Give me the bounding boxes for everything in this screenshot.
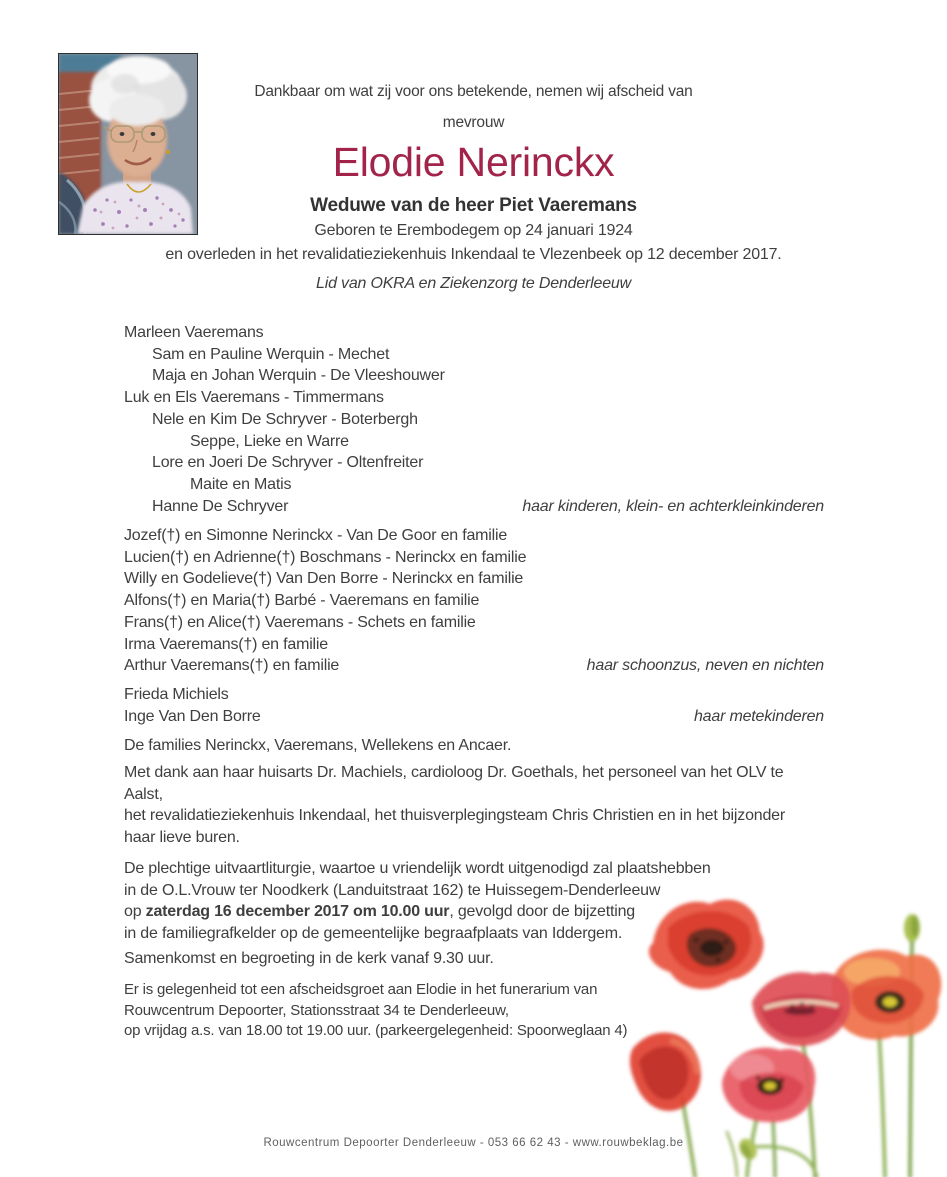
widow-subtitle: Weduwe van de heer Piet Vaeremans bbox=[310, 195, 637, 216]
death-line: en overleden in het revalidatieziekenhuis Inkendaal te Vlezenbeek op 12 december 2017. bbox=[165, 246, 782, 263]
family-line: Sam en Pauline Werquin - Mechet bbox=[152, 345, 390, 363]
thanks-line: Met dank aan haar huisarts Dr. Machiels, cardioloog Dr. Goethals, het personeel van het OLV te Aalst, bbox=[124, 764, 784, 803]
family-line: Nele en Kim De Schryver - Boterbergh bbox=[152, 410, 418, 428]
thanks-line: haar lieve buren. bbox=[124, 829, 240, 847]
family-line-text: Inge Van Den Borre bbox=[124, 707, 261, 725]
liturgy-line: in de O.L.Vrouw ter Noodkerk (Landuitstraat 162) te Huissegem-Denderleeuw bbox=[124, 881, 661, 899]
family-line bbox=[124, 496, 824, 518]
gathering-line: Samenkomst en begroeting in de kerk vanaf 9.30 uur. bbox=[124, 950, 494, 967]
family-line bbox=[124, 655, 824, 677]
relation-label-children: haar kinderen, klein- en achterkleinkinderen bbox=[522, 497, 824, 515]
membership-line: Lid van OKRA en Ziekenzorg te Denderleeuw bbox=[316, 275, 631, 292]
liturgy-line: De plechtige uitvaartliturgie, waartoe u vriendelijk wordt uitgenodigd zal plaatshebben bbox=[124, 860, 711, 877]
salutation: mevrouw bbox=[442, 114, 505, 131]
family-line: Maja en Johan Werquin - De Vleeshouwer bbox=[152, 367, 445, 385]
family-line: Luk en Els Vaeremans - Timmermans bbox=[124, 389, 384, 407]
deceased-name: Elodie Nerinckx bbox=[332, 139, 615, 185]
intro-line: Dankbaar om wat zij voor ons betekende, nemen wij afscheid van bbox=[254, 83, 693, 100]
relation-label-godchildren: haar metekinderen bbox=[693, 707, 824, 725]
date-prefix: op bbox=[124, 903, 146, 921]
family-line: Willy en Godelieve(†) Van Den Borre - Nerinckx en familie bbox=[124, 570, 524, 588]
family-line: Seppe, Lieke en Warre bbox=[190, 432, 349, 450]
visitation-line: op vrijdag a.s. van 18.00 tot 19.00 uur. (parkeergelegenheid: Spoorweglaan 4) bbox=[124, 1022, 628, 1040]
thanks-line: het revalidatieziekenhuis Inkendaal, het thuisverplegingsteam Chris Christien en in het bijzonder bbox=[124, 807, 785, 825]
family-line-text: Hanne De Schryver bbox=[152, 497, 289, 515]
visitation-line: Er is gelegenheid tot een afscheidsgroet aan Elodie in het funerarium van bbox=[124, 981, 598, 998]
visitation-line: Rouwcentrum Depoorter, Stationsstraat 34 te Denderleeuw, bbox=[124, 1001, 509, 1019]
family-line: Irma Vaeremans(†) en familie bbox=[124, 635, 328, 653]
relation-label-inlaws: haar schoonzus, neven en nichten bbox=[586, 657, 824, 675]
families-line: De families Nerinckx, Vaeremans, Wellekens en Ancaer. bbox=[124, 737, 512, 754]
family-line-text: Arthur Vaeremans(†) en familie bbox=[124, 657, 340, 675]
poppies-illustration bbox=[607, 892, 947, 1177]
family-line: Jozef(†) en Simonne Nerinckx - Van De Goor en familie bbox=[124, 527, 508, 544]
family-line: Alfons(†) en Maria(†) Barbé - Vaeremans en familie bbox=[124, 592, 480, 610]
family-line: Lucien(†) en Adrienne(†) Boschmans - Nerinckx en familie bbox=[124, 548, 527, 566]
godchildren-block bbox=[124, 684, 824, 727]
family-line: Maite en Matis bbox=[190, 475, 292, 493]
family-line: Frans(†) en Alice(†) Vaeremans - Schets en familie bbox=[124, 613, 476, 631]
poppies-artwork bbox=[607, 892, 947, 1177]
service-date: zaterdag 16 december 2017 om 10.00 uur bbox=[145, 903, 450, 921]
birth-line: Geboren te Erembodegem op 24 januari 1924 bbox=[314, 222, 633, 239]
thanks-paragraph bbox=[124, 762, 824, 849]
family-line bbox=[124, 706, 824, 728]
date-suffix: , gevolgd door de bijzetting bbox=[449, 903, 635, 921]
children-block bbox=[124, 322, 824, 517]
family-line: Frieda Michiels bbox=[124, 686, 229, 703]
family-line: Marleen Vaeremans bbox=[124, 324, 264, 341]
inlaws-block bbox=[124, 525, 824, 677]
liturgy-line: in de familiegrafkelder op de gemeentelijke begraafplaats van Iddergem. bbox=[124, 925, 623, 943]
family-line: Lore en Joeri De Schryver - Oltenfreiter bbox=[152, 454, 424, 472]
funeral-home-footer: Rouwcentrum Depoorter Denderleeuw - 053 66 62 43 - www.rouwbeklag.be bbox=[263, 1137, 684, 1149]
